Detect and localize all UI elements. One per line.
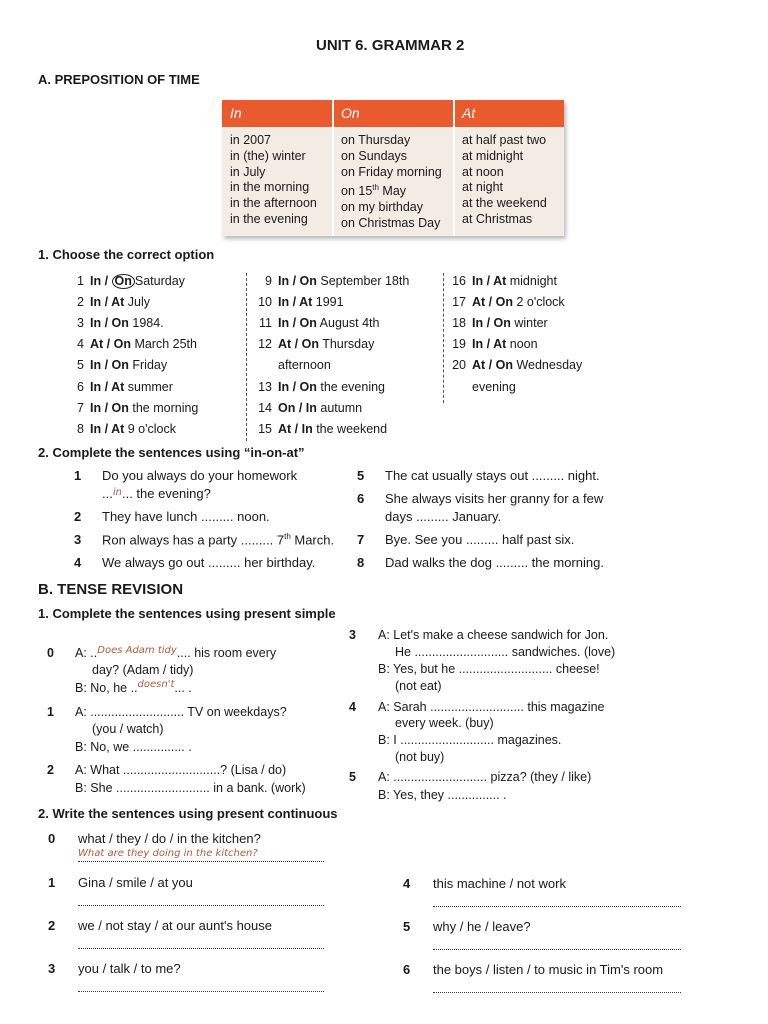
option-rest: noon <box>506 337 538 352</box>
dialogue-5-b: B: Yes, they ............... . <box>378 788 507 802</box>
prompt-text: why / he / leave? <box>433 919 531 934</box>
table-cell: at midnight <box>462 148 524 163</box>
option-choices[interactable]: In / On <box>278 316 317 331</box>
option-choices[interactable]: In / At <box>90 421 125 436</box>
prompt-text: what / they / do / in the kitchen? <box>78 831 261 846</box>
dialogue-2-b: B: She ........................... in a bank. (work) <box>75 781 306 795</box>
sentence-2: They have lunch ......... noon. <box>102 509 270 524</box>
table-cell: on Friday morning <box>341 164 442 179</box>
handwritten-answer: Does Adam tidy <box>97 645 177 656</box>
table-cell: at the weekend <box>462 196 547 211</box>
option-rest: summer <box>124 379 173 394</box>
item-number: 4 <box>349 700 356 714</box>
option-item <box>252 380 385 394</box>
answer-line[interactable] <box>433 992 681 993</box>
table-cell: in 2007 <box>230 133 272 147</box>
item-number: 4 <box>77 337 84 352</box>
table-cell: in the afternoon <box>230 196 317 211</box>
dialogue-1-a: A: ........................... TV on weekdays? <box>75 705 287 719</box>
item-number: 5 <box>349 770 356 784</box>
answer-line[interactable] <box>433 949 681 950</box>
option-item <box>252 316 379 330</box>
preposition-table <box>222 100 564 236</box>
item-number: 1 <box>47 705 54 719</box>
table-cell: in the evening <box>230 211 308 226</box>
dialogue-2-a: A: What ............................? (Lisa / do) <box>75 763 287 777</box>
answer-line[interactable] <box>78 905 324 906</box>
item-number: 5 <box>77 358 84 373</box>
option-rest: 1984. <box>128 316 164 331</box>
item-number: 4 <box>403 876 411 891</box>
answer-line[interactable] <box>433 906 681 907</box>
option-rest: March 25th <box>130 337 197 352</box>
item-number: 12 <box>258 337 272 352</box>
exercise-2-heading: 2. Complete the sentences using “in-on-at” <box>38 445 305 460</box>
table-col-on <box>341 133 442 232</box>
item-number: 3 <box>349 628 356 642</box>
item-number: 11 <box>259 316 272 331</box>
dialogue-5-a: A: ........................... pizza? (they / like) <box>378 770 592 784</box>
tense-exercise-2-heading: 2. Write the sentences using present continuous <box>38 806 338 821</box>
exercise-1-heading: 1. Choose the correct option <box>38 247 215 262</box>
option-item <box>64 422 176 436</box>
table-header-on: On <box>333 100 454 127</box>
item-number: 9 <box>265 274 272 288</box>
answer-line[interactable] <box>78 948 324 949</box>
option-choices[interactable]: In / On <box>90 358 129 373</box>
item-number: 10 <box>258 295 272 310</box>
option-choices[interactable]: At / On <box>90 337 131 352</box>
item-number: 7 <box>77 400 84 415</box>
item-number: 20 <box>452 358 466 373</box>
item-number: 8 <box>357 555 365 570</box>
option-item <box>64 358 167 372</box>
option-item <box>64 380 173 394</box>
option-choices[interactable]: At / On <box>472 295 513 310</box>
item-number: 1 <box>48 875 56 890</box>
dialogue-4-a-cont: every week. (buy) <box>395 716 494 730</box>
table-cell: at Christmas <box>462 211 533 226</box>
option-choices[interactable]: In / At <box>90 295 125 310</box>
item-number: 2 <box>74 509 82 524</box>
option-choices[interactable]: At / In <box>278 421 313 436</box>
option-item <box>252 422 387 436</box>
item-number: 5 <box>403 919 411 934</box>
option-item <box>64 316 164 330</box>
option-rest: Saturday <box>134 274 185 288</box>
option-rest: the morning <box>128 400 199 415</box>
option-item <box>446 316 548 330</box>
option-rest: 2 o'clock <box>512 295 565 310</box>
item-number: 2 <box>48 918 56 933</box>
table-cell: on Thursday <box>341 133 411 147</box>
section-a-heading: A. PREPOSITION OF TIME <box>38 72 200 87</box>
table-cell: in the morning <box>230 180 310 195</box>
dialogue-1-a-cont: (you / watch) <box>92 722 164 736</box>
answer-line[interactable] <box>78 861 324 862</box>
item-number: 5 <box>357 468 365 483</box>
sentence-7: Bye. See you ......... half past six. <box>385 532 575 547</box>
table-cell: at half past two <box>462 133 547 147</box>
option-item <box>64 401 198 415</box>
option-choices[interactable]: In / <box>90 274 112 288</box>
option-choices[interactable]: In / At <box>90 379 125 394</box>
dialogue-3-b: B: Yes, but he ........................... cheese! <box>378 662 600 676</box>
item-number: 1 <box>74 468 82 483</box>
handwritten-answer: doesn't <box>137 679 175 690</box>
option-item <box>64 274 185 289</box>
table-cell: in July <box>230 164 266 179</box>
option-item <box>446 358 582 372</box>
item-number: 19 <box>452 337 466 352</box>
option-rest: winter <box>510 316 548 331</box>
prompt-text: the boys / listen / to music in Tim's room <box>433 962 664 977</box>
option-rest: Wednesday <box>512 358 583 373</box>
table-cell: at noon <box>462 164 504 179</box>
option-rest: the evening <box>316 379 385 394</box>
dialogue-0-a: A: ..$^{Does Adam tidy}$.... his room every <box>75 645 277 660</box>
table-col-in <box>230 133 317 228</box>
option-rest: midnight <box>506 274 557 288</box>
sentence-6-cont: days ......... January. <box>385 509 502 524</box>
option-item <box>446 380 516 394</box>
item-number: 7 <box>357 532 365 547</box>
item-number: 17 <box>452 295 466 310</box>
option-choices[interactable]: In / At <box>472 274 507 288</box>
page-title: UNIT 6. GRAMMAR 2 <box>316 37 465 54</box>
option-choices[interactable]: In / On <box>278 274 317 288</box>
item-number: 16 <box>452 274 466 288</box>
item-number: 6 <box>357 491 365 506</box>
option-choices[interactable]: On / In <box>278 400 317 415</box>
item-number: 6 <box>77 379 84 394</box>
option-choices[interactable]: At / On <box>278 337 319 352</box>
option-choices[interactable]: In / At <box>472 337 507 352</box>
option-rest: July <box>124 295 150 310</box>
option-choices[interactable]: At / On <box>472 358 513 373</box>
item-number: 3 <box>74 532 82 547</box>
table-cell: on my birthday <box>341 200 423 215</box>
answer-line[interactable] <box>78 991 324 992</box>
item-number: 2 <box>47 763 54 777</box>
item-number: 8 <box>77 421 84 436</box>
item-number: 15 <box>258 421 272 436</box>
dialogue-0-a-cont: day? (Adam / tidy) <box>92 663 194 677</box>
table-cell: on 15th May <box>341 183 407 199</box>
handwritten-answer: in <box>112 487 122 498</box>
option-choices[interactable]: In / On <box>472 316 511 331</box>
option-rest: 9 o'clock <box>124 421 176 436</box>
option-item <box>446 337 538 351</box>
option-rest: evening <box>472 379 516 394</box>
tense-exercise-1-heading: 1. Complete the sentences using present simple <box>38 606 336 621</box>
table-cell: on Sundays <box>341 148 408 163</box>
dialogue-3-b-cont: (not eat) <box>395 679 442 693</box>
option-item <box>252 401 362 415</box>
prompt-text: we / not stay / at our aunt's house <box>78 918 272 933</box>
item-number: 3 <box>77 316 84 331</box>
sentence-5: The cat usually stays out ......... night. <box>385 468 600 483</box>
sentence-1-cont: ...$^{in}$... the evening? <box>102 486 211 501</box>
table-cell: in (the) winter <box>230 148 306 163</box>
option-choices[interactable]: In / At <box>278 295 313 310</box>
handwritten-answer: What are they doing in the kitchen? <box>78 848 258 859</box>
dialogue-4-b: B: I ........................... magazines. <box>378 733 562 747</box>
item-number: 3 <box>48 961 56 976</box>
table-header-in: In <box>222 100 333 127</box>
dialogue-3-a-cont: He ........................... sandwiches. (love) <box>395 645 616 659</box>
sentence-4: We always go out ......... her birthday. <box>102 555 316 570</box>
table-cell: at night <box>462 180 504 195</box>
item-number: 14 <box>258 400 272 415</box>
item-number: 0 <box>48 831 56 846</box>
sentence-8: Dad walks the dog ......... the morning. <box>385 555 604 570</box>
dialogue-4-a: A: Sarah ........................... this magazine <box>378 700 605 714</box>
dialogue-3-a: A: Let's make a cheese sandwich for Jon. <box>378 628 609 642</box>
option-rest: Thursday <box>318 337 375 352</box>
table-header-at: At <box>454 100 564 127</box>
option-choices[interactable]: In / On <box>90 400 129 415</box>
sentence-6: She always visits her granny for a few <box>385 491 604 506</box>
table-cell: on Christmas Day <box>341 216 441 231</box>
item-number: 2 <box>77 295 84 310</box>
option-rest: August 4th <box>316 316 380 331</box>
dialogue-4-b-cont: (not buy) <box>395 750 445 764</box>
option-item <box>446 295 565 309</box>
option-item <box>252 295 344 309</box>
option-choices[interactable]: In / On <box>278 379 317 394</box>
option-rest: Friday <box>128 358 168 373</box>
item-number: 1 <box>77 274 84 288</box>
sentence-3: Ron always has a party ......... 7th March. <box>102 532 335 548</box>
option-rest: the weekend <box>312 421 388 436</box>
option-item <box>252 358 331 372</box>
item-number: 4 <box>74 555 82 570</box>
option-item <box>252 337 374 351</box>
option-rest: 1991 <box>312 295 344 310</box>
item-number: 0 <box>47 646 54 660</box>
circled-option[interactable]: On <box>112 274 135 289</box>
option-rest: September 18th <box>316 274 410 288</box>
sentence-1: Do you always do your homework <box>102 468 298 483</box>
item-number: 18 <box>452 316 466 331</box>
item-number: 6 <box>403 962 411 977</box>
dialogue-0-b: B: No, he ..$^{doesn't}$... . <box>75 679 192 695</box>
option-choices[interactable]: In / On <box>90 316 129 331</box>
option-rest: afternoon <box>278 358 331 373</box>
option-item <box>446 274 557 288</box>
dialogue-1-b: B: No, we ............... . <box>75 740 192 754</box>
option-item <box>252 274 409 288</box>
section-b-heading: B. TENSE REVISION <box>38 581 184 598</box>
item-number: 13 <box>258 379 272 394</box>
prompt-text: you / talk / to me? <box>78 961 181 976</box>
option-item <box>64 337 197 351</box>
table-col-at <box>462 133 547 228</box>
prompt-text: this machine / not work <box>433 876 566 891</box>
prompt-text: Gina / smile / at you <box>78 875 193 890</box>
option-item <box>64 295 150 309</box>
option-rest: autumn <box>316 400 363 415</box>
